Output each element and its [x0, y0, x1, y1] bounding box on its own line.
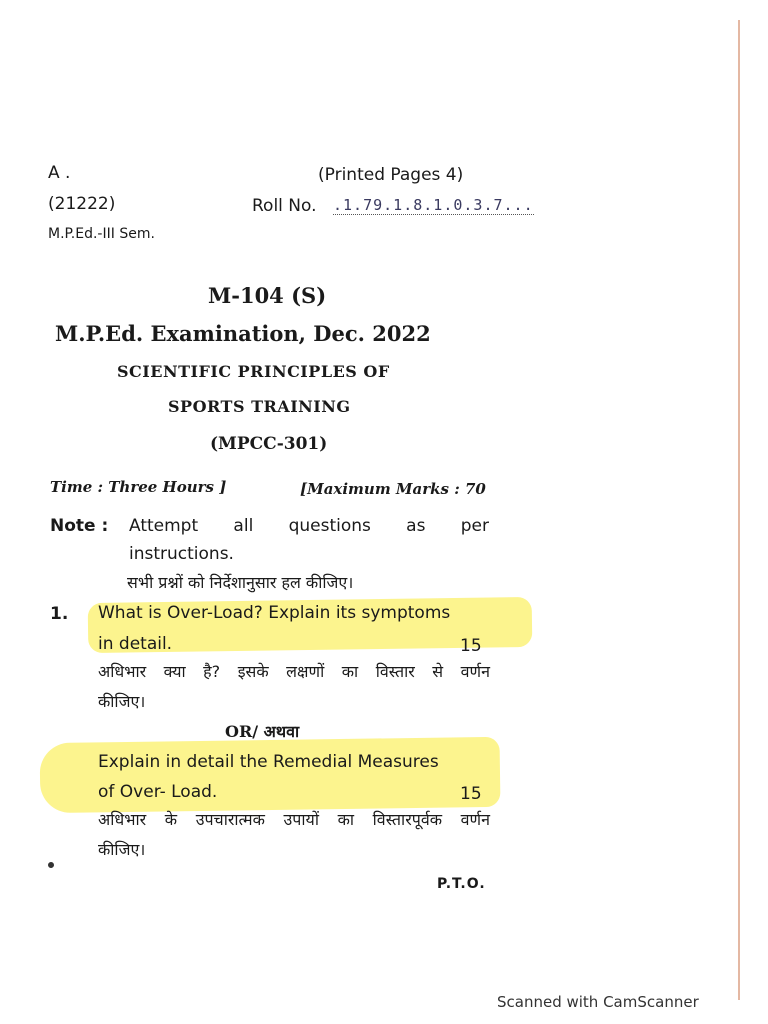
semester: M.P.Ed.-III Sem. — [48, 226, 155, 242]
paper-number: (21222) — [48, 194, 116, 214]
question-marks: 15 — [460, 636, 482, 656]
note-text-line-2: instructions. — [129, 544, 234, 564]
note-hindi: सभी प्रश्नों को निर्देशानुसार हल कीजिए। — [127, 573, 354, 592]
camscanner-watermark: Scanned with CamScanner — [497, 993, 699, 1011]
pto-label: P.T.O. — [437, 876, 486, 892]
or-divider: OR/ अथवा — [225, 722, 300, 741]
alternative-hindi-line-2: कीजिए। — [98, 840, 146, 859]
series-label: A . — [48, 163, 71, 183]
subject-line-1: SCIENTIFIC PRINCIPLES OF — [117, 362, 390, 381]
printed-pages: (Printed Pages 4) — [318, 165, 464, 185]
maximum-marks: [Maximum Marks : 70 — [300, 480, 486, 498]
course-code: (MPCC-301) — [210, 434, 328, 454]
roll-no-value: .1.79.1.8.1.0.3.7... — [333, 196, 534, 214]
question-number: 1. — [50, 604, 69, 624]
exam-title: M.P.Ed. Examination, Dec. 2022 — [55, 321, 431, 346]
alternative-line-1: Explain in detail the Remedial Measures — [98, 752, 439, 772]
note-label: Note : — [50, 516, 109, 536]
scan-edge-line — [738, 20, 740, 1000]
question-hindi-line-2: कीजिए। — [98, 692, 146, 711]
note-text-line-1: Attempt all questions as per — [129, 516, 489, 536]
paper-code: M-104 (S) — [208, 283, 327, 308]
alternative-hindi-line-1: अधिभार के उपचारात्मक उपायों का विस्तारपूर्वक वर्णन — [98, 810, 490, 829]
ink-mark — [47, 861, 55, 869]
roll-no-label: Roll No. — [252, 196, 317, 216]
question-line-2: in detail. — [98, 634, 173, 654]
subject-line-2: SPORTS TRAINING — [168, 397, 351, 416]
question-hindi-line-1: अधिभार क्या है? इसके लक्षणों का विस्तार से वर्णन — [98, 662, 490, 681]
alternative-line-2: of Over- Load. — [98, 782, 218, 802]
alternative-marks: 15 — [460, 784, 482, 804]
question-line-1: What is Over-Load? Explain its symptoms — [98, 603, 451, 623]
time-allowed: Time : Three Hours ] — [50, 478, 227, 496]
